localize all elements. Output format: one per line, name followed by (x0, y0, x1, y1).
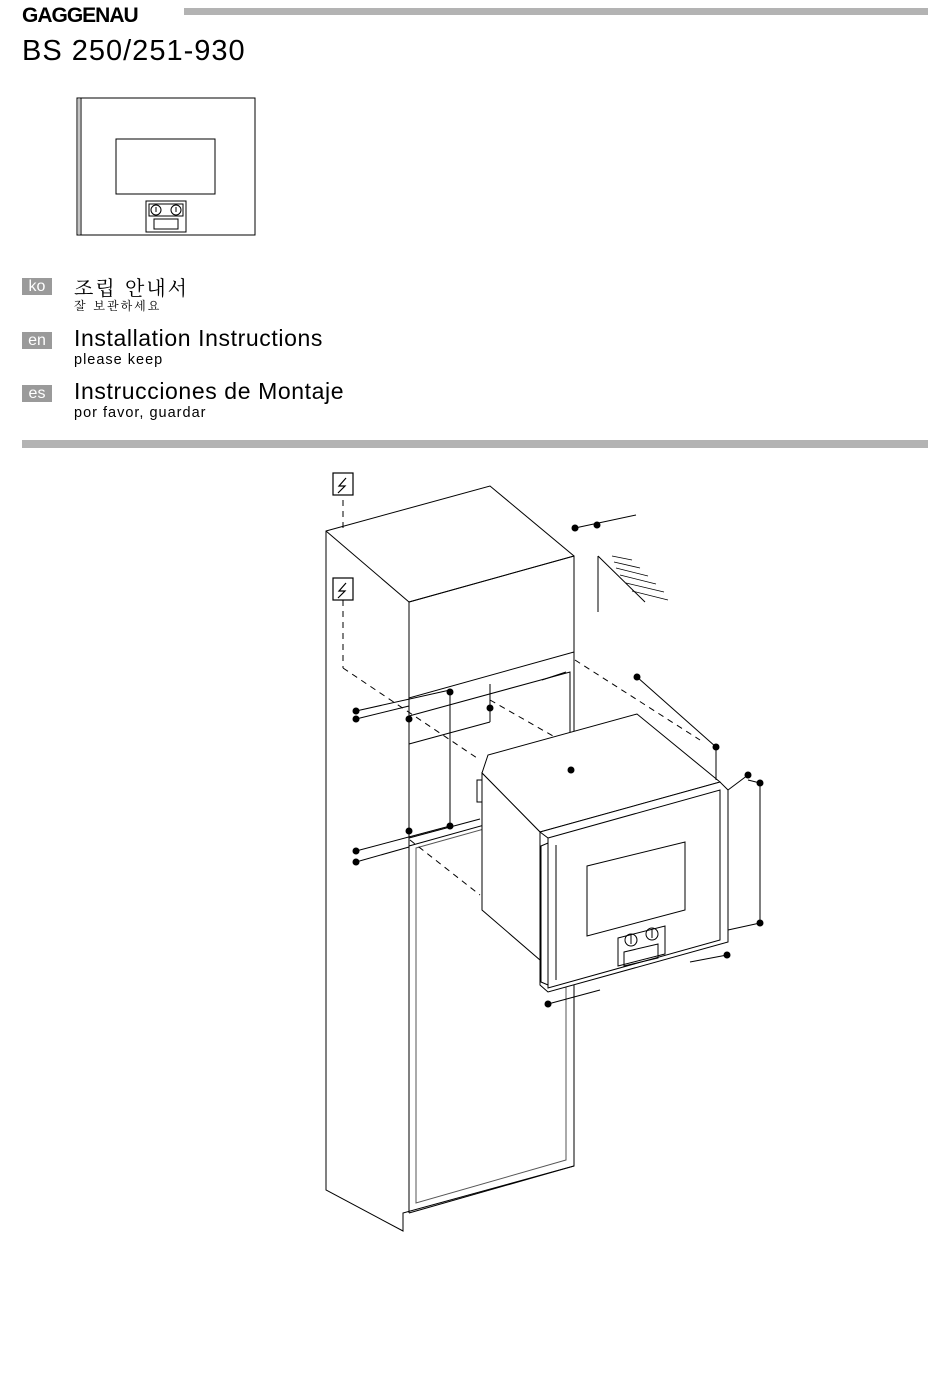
section-rule (22, 440, 928, 448)
lang-title: Instrucciones de Montaje (74, 378, 345, 404)
brand-logo: GAGGENAU (22, 4, 138, 27)
lang-subtitle: please keep (74, 352, 164, 368)
electrical-symbol-icon (333, 578, 353, 600)
model-title: BS 250/251-930 (22, 35, 246, 67)
appliance-thumbnail (76, 97, 256, 237)
installation-diagram (0, 455, 950, 1255)
header-rule (184, 8, 928, 15)
lang-subtitle: 잘 보관하세요 (74, 299, 162, 313)
lang-title: 조립 안내서 (74, 276, 189, 300)
lang-code-badge: en (22, 332, 52, 349)
lang-title: Installation Instructions (74, 325, 323, 351)
lang-subtitle: por favor, guardar (74, 405, 207, 421)
lang-code-badge: es (22, 385, 52, 402)
electrical-symbol-icon (333, 473, 353, 495)
lang-code-badge: ko (22, 278, 52, 295)
